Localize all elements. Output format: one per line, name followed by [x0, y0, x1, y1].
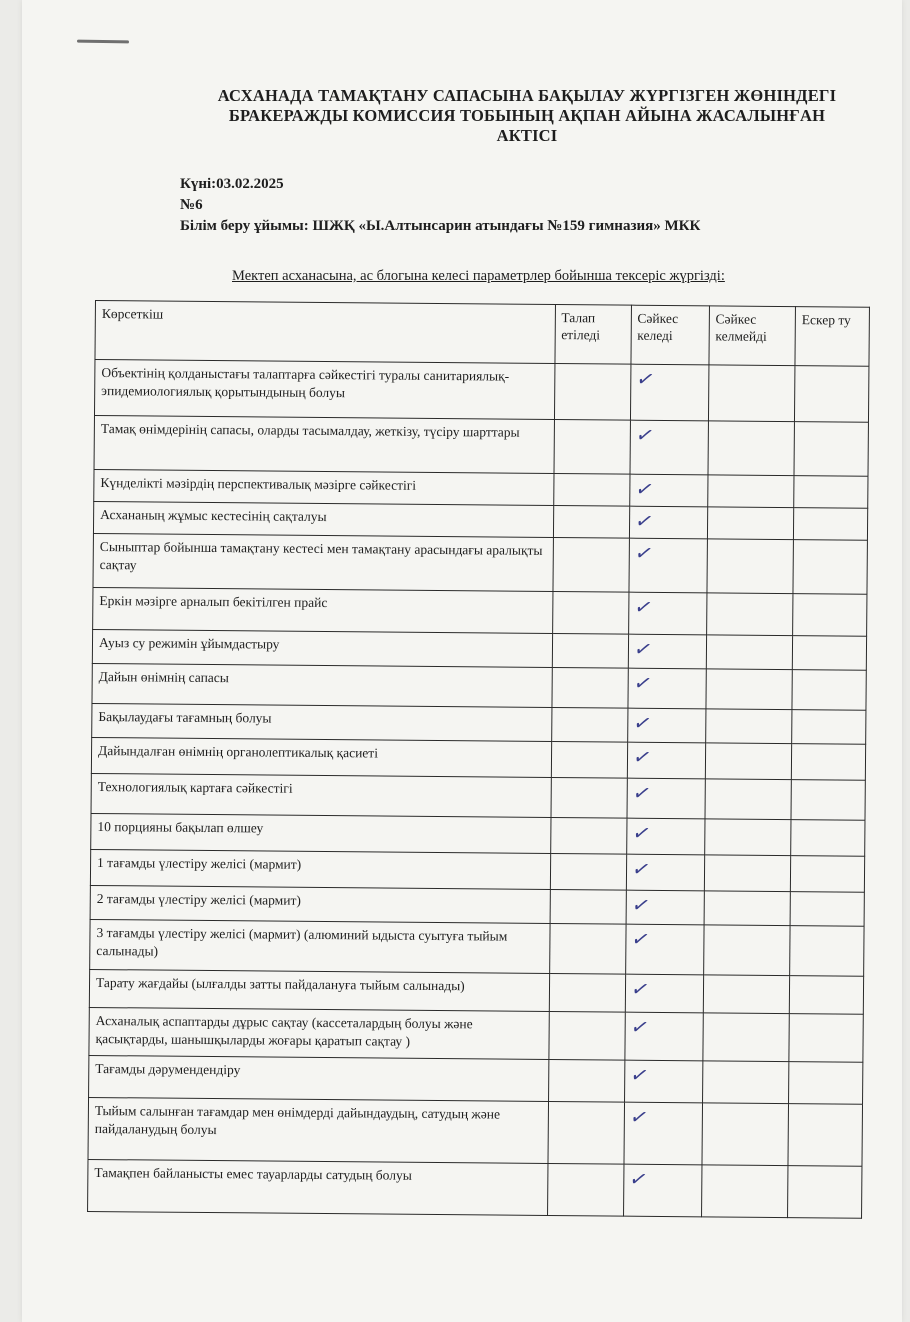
- header-indicator: Көрсеткіш: [95, 301, 555, 364]
- inspection-table: [87, 300, 870, 1219]
- noncompliant-cell: [705, 743, 792, 780]
- checkmark-icon: ✓: [627, 1103, 651, 1130]
- table-row: [92, 663, 866, 710]
- note-cell: [793, 540, 868, 595]
- table-row: [94, 360, 868, 423]
- required-cell: [554, 420, 631, 475]
- number-line: №6: [180, 197, 203, 213]
- noncompliant-cell: [703, 1013, 790, 1062]
- table-row: [91, 773, 865, 820]
- noncompliant-cell: [702, 1103, 789, 1166]
- noncompliant-cell: [704, 819, 791, 856]
- checkmark-icon: ✓: [632, 475, 657, 502]
- note-cell: [793, 594, 867, 637]
- indicator-cell: Ауыз су режимін ұйымдастыру: [92, 629, 552, 667]
- required-cell: [547, 1101, 624, 1164]
- indicator-cell: Тарату жағдайы (ылғалды затты пайдалануға тыйым салынады): [89, 969, 549, 1011]
- table-row: [89, 1007, 863, 1062]
- note-cell: [789, 976, 863, 1015]
- compliant-cell: [627, 708, 705, 743]
- checkmark-icon: ✓: [629, 779, 654, 806]
- table-row: [88, 1097, 863, 1166]
- required-cell: [551, 741, 627, 778]
- note-cell: [788, 1104, 863, 1167]
- checkmark-icon: ✓: [633, 421, 657, 448]
- required-cell: [549, 923, 626, 974]
- indicator-cell: Дайындалған өнімнің органолептикалық қасиеті: [91, 737, 551, 777]
- noncompliant-cell: [706, 669, 793, 710]
- title-line: АСХАНАДА ТАМАҚТАНУ САПАСЫНА БАҚЫЛАУ ЖҮРГІЗГЕН ЖӨНІНДЕГІ: [217, 86, 837, 105]
- checkmark-icon: ✓: [627, 1061, 651, 1088]
- compliant-cell: [624, 1012, 703, 1061]
- header-compliant: Сәйкес келеді: [631, 305, 710, 365]
- note-cell: [793, 508, 867, 541]
- noncompliant-cell: [708, 365, 795, 422]
- required-cell: [551, 777, 627, 818]
- compliant-cell: [626, 890, 704, 925]
- table-row: [94, 415, 868, 476]
- indicator-cell: Сыныптар бойынша тамақтану кестесі мен тамақтану арасындағы аралықты сақтау: [93, 533, 553, 591]
- required-cell: [548, 1011, 624, 1060]
- checkmark-icon: ✓: [632, 507, 656, 534]
- note-cell: [789, 1014, 863, 1063]
- note-cell: [787, 1166, 862, 1219]
- compliant-cell: [626, 818, 704, 855]
- required-cell: [551, 707, 627, 742]
- indicator-cell: Еркін мәзірге арналып бекітілген прайс: [93, 587, 553, 633]
- indicator-cell: 1 тағамды үлестіру желісі (мармит): [90, 849, 550, 889]
- required-cell: [549, 973, 625, 1012]
- required-cell: [547, 1163, 624, 1216]
- scan-mark: [77, 40, 129, 44]
- compliant-cell: [628, 592, 706, 635]
- noncompliant-cell: [701, 1165, 788, 1218]
- note-cell: [791, 820, 865, 857]
- required-cell: [550, 817, 626, 854]
- checkmark-icon: ✓: [628, 975, 652, 1002]
- indicator-cell: Асханалық аспаптарды дұрыс сақтау (кассеталардың болуы және қасықтарды, шанышқыларды жоғары қаратып сақтау ): [89, 1007, 549, 1059]
- noncompliant-cell: [707, 475, 793, 508]
- indicator-cell: Күнделікті мәзірдің перспективалық мәзірге сәйкестігі: [94, 469, 554, 505]
- note-cell: [792, 636, 866, 671]
- required-cell: [552, 538, 629, 593]
- compliant-cell: [627, 742, 705, 779]
- table-header-row: [95, 301, 869, 367]
- compliant-cell: [627, 778, 705, 819]
- required-cell: [553, 506, 629, 539]
- required-cell: [552, 592, 628, 635]
- indicator-cell: Тыйым салынған тағамдар мен өнімдерді дайындаудың, сатудың және пайдаланудың болуы: [88, 1097, 548, 1163]
- noncompliant-cell: [708, 421, 795, 476]
- noncompliant-cell: [706, 635, 793, 670]
- indicator-cell: 2 тағамды үлестіру желісі (мармит): [90, 885, 550, 923]
- compliant-cell: [630, 364, 709, 421]
- compliant-cell: [624, 1060, 702, 1103]
- checkmark-icon: ✓: [627, 1013, 652, 1040]
- required-cell: [551, 668, 627, 709]
- title-line: АКТІСІ: [496, 126, 558, 145]
- note-cell: [788, 1062, 862, 1105]
- header-noncompliant: Сәйкес келмейді: [709, 306, 796, 366]
- compliant-cell: [629, 474, 707, 507]
- noncompliant-cell: [705, 779, 792, 820]
- noncompliant-cell: [703, 975, 790, 1014]
- indicator-cell: Технологиялық картаға сәйкестігі: [91, 773, 551, 817]
- title-line: БРАКЕРАЖДЫ КОМИССИЯ ТОБЫНЫҢ АҚПАН АЙЫНА ЖАСАЛЫНҒАН: [228, 106, 826, 125]
- checkmark-icon: ✓: [626, 1165, 651, 1192]
- table-row: [90, 919, 864, 976]
- checkmark-icon: ✓: [631, 635, 655, 662]
- intro-text: Мектеп асханасына, ас блогына келесі параметрлер бойынша тексеріс жүргізді:: [232, 268, 725, 284]
- noncompliant-cell: [705, 709, 792, 744]
- table-row: [93, 533, 867, 594]
- indicator-cell: Асхананың жұмыс кестесінің сақталуы: [93, 501, 553, 537]
- compliant-cell: [625, 974, 703, 1013]
- note-cell: [792, 710, 866, 745]
- document-meta: [180, 174, 700, 237]
- checkmark-icon: ✓: [632, 539, 656, 566]
- note-cell: [794, 476, 868, 509]
- header-note: Ескер ту: [795, 307, 870, 367]
- note-cell: [794, 366, 869, 423]
- indicator-cell: Дайын өнімнің сапасы: [92, 663, 552, 707]
- checkmark-icon: ✓: [628, 891, 653, 918]
- note-cell: [790, 856, 864, 893]
- compliant-cell: [625, 924, 704, 975]
- checkmark-icon: ✓: [631, 593, 656, 620]
- checkmark-icon: ✓: [629, 819, 654, 846]
- note-cell: [791, 780, 865, 821]
- compliant-cell: [623, 1164, 702, 1217]
- table-row: [89, 1055, 863, 1104]
- required-cell: [552, 634, 628, 669]
- compliant-cell: [626, 854, 704, 891]
- compliant-cell: [629, 538, 708, 593]
- indicator-cell: 10 порцияны бақылап өлшеу: [91, 813, 551, 853]
- indicator-cell: Тамақ өнімдерінің сапасы, оларды тасымалдау, жеткізу, түсіру шарттары: [94, 415, 554, 473]
- required-cell: [553, 474, 629, 507]
- checkmark-icon: ✓: [630, 669, 655, 696]
- indicator-cell: 3 тағамды үлестіру желісі (мармит) (алюминий ыдыста суытуға тыйым салынады): [90, 919, 550, 973]
- note-cell: [792, 670, 866, 711]
- noncompliant-cell: [706, 593, 793, 636]
- compliant-cell: [628, 634, 706, 669]
- required-cell: [550, 853, 626, 890]
- compliant-cell: [629, 506, 707, 539]
- required-cell: [554, 364, 631, 421]
- table-body: [88, 360, 869, 1219]
- indicator-cell: Тағамды дәрумендендіру: [89, 1055, 549, 1101]
- noncompliant-cell: [702, 1061, 789, 1104]
- date-line: Күні:03.02.2025: [180, 176, 284, 192]
- indicator-cell: Бақылаудағы тағамның болуы: [92, 703, 552, 741]
- noncompliant-cell: [707, 507, 793, 540]
- checkmark-icon: ✓: [630, 709, 655, 736]
- noncompliant-cell: [707, 539, 794, 594]
- organization-line: Білім беру ұйымы: ШЖҚ «Ы.Алтынсарин атындағы №159 гимназия» МКК: [180, 218, 701, 234]
- document-title: [172, 86, 882, 146]
- checkmark-icon: ✓: [628, 925, 653, 952]
- required-cell: [550, 889, 626, 924]
- table-row: [88, 1159, 862, 1218]
- note-cell: [790, 926, 865, 977]
- noncompliant-cell: [703, 925, 790, 976]
- indicator-cell: Объектінің қолданыстағы талаптарға сәйкестігі туралы санитариялық-эпидемиологиялық қорытындының болуы: [94, 360, 554, 420]
- noncompliant-cell: [704, 855, 791, 892]
- note-cell: [791, 744, 865, 781]
- compliant-cell: [624, 1102, 703, 1165]
- noncompliant-cell: [704, 891, 791, 926]
- note-cell: [794, 422, 869, 477]
- table-row: [93, 587, 867, 636]
- note-cell: [790, 892, 864, 927]
- checkmark-icon: ✓: [629, 855, 653, 882]
- compliant-cell: [630, 420, 709, 475]
- indicator-cell: Тамақпен байланысты емес тауарларды сатудың болуы: [88, 1159, 548, 1215]
- checkmark-icon: ✓: [633, 365, 658, 392]
- checkmark-icon: ✓: [630, 743, 654, 770]
- required-cell: [548, 1059, 624, 1102]
- compliant-cell: [628, 668, 706, 709]
- header-required: Талап етіледі: [554, 305, 631, 365]
